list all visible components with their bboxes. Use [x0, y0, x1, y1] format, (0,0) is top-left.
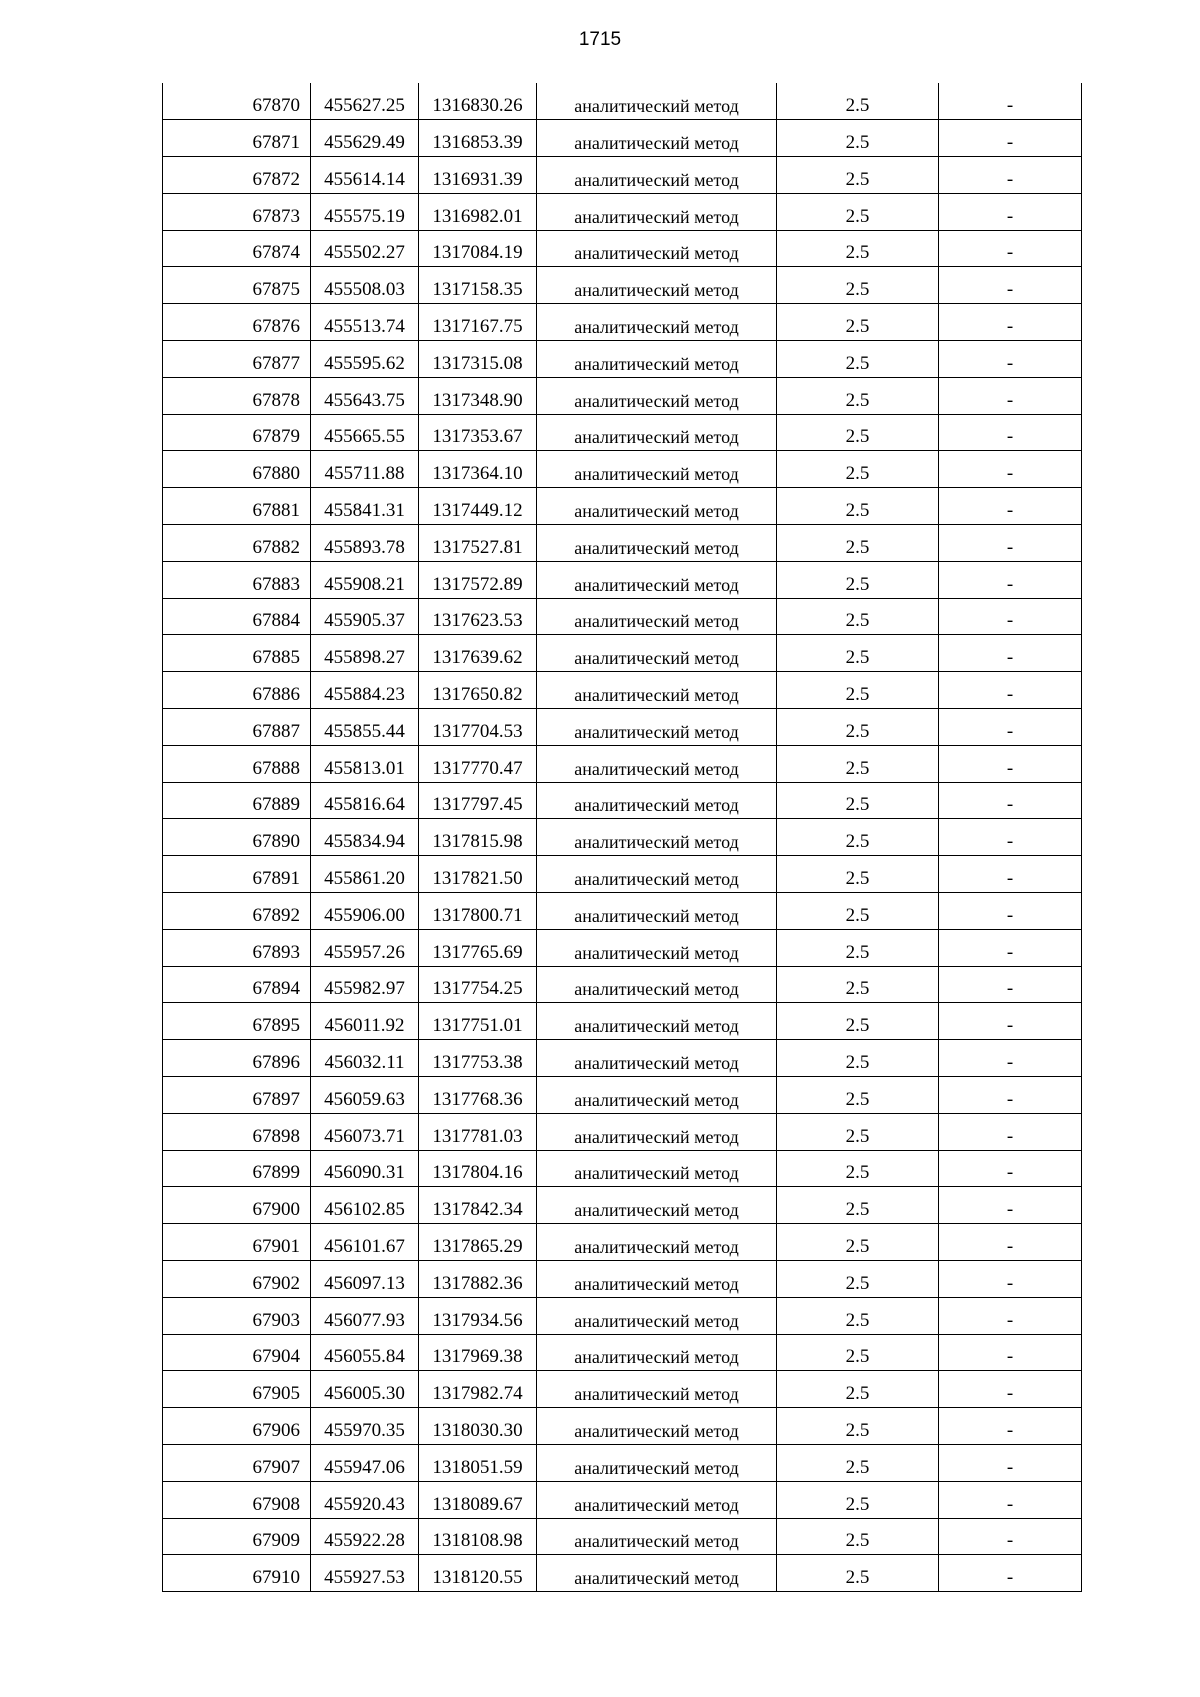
table-row: [163, 1113, 1082, 1150]
point-number-cell: 67902: [163, 1261, 311, 1298]
description-cell: -: [939, 561, 1082, 598]
point-number-cell: 67908: [163, 1481, 311, 1518]
point-number-cell: 67897: [163, 1077, 311, 1114]
x-coordinate-cell: 455861.20: [311, 856, 419, 893]
method-cell: аналитический метод: [537, 120, 777, 157]
x-coordinate-cell: 455834.94: [311, 819, 419, 856]
table-row: [163, 267, 1082, 304]
method-cell: аналитический метод: [537, 157, 777, 194]
method-cell: аналитический метод: [537, 782, 777, 819]
table-row: [163, 1003, 1082, 1040]
y-coordinate-cell: 1317084.19: [419, 230, 537, 267]
method-cell: аналитический метод: [537, 488, 777, 525]
y-coordinate-cell: 1317842.34: [419, 1187, 537, 1224]
table-row: [163, 1297, 1082, 1334]
y-coordinate-cell: 1317969.38: [419, 1334, 537, 1371]
x-coordinate-cell: 456073.71: [311, 1113, 419, 1150]
point-number-cell: 67909: [163, 1518, 311, 1555]
description-cell: -: [939, 672, 1082, 709]
accuracy-cell: 2.5: [777, 414, 939, 451]
method-cell: аналитический метод: [537, 414, 777, 451]
table-row: [163, 377, 1082, 414]
description-cell: -: [939, 1040, 1082, 1077]
accuracy-cell: 2.5: [777, 1187, 939, 1224]
table-row: [163, 856, 1082, 893]
accuracy-cell: 2.5: [777, 635, 939, 672]
method-cell: аналитический метод: [537, 1077, 777, 1114]
method-cell: аналитический метод: [537, 83, 777, 120]
y-coordinate-cell: 1318051.59: [419, 1444, 537, 1481]
method-cell: аналитический метод: [537, 1003, 777, 1040]
y-coordinate-cell: 1317797.45: [419, 782, 537, 819]
x-coordinate-cell: 455905.37: [311, 598, 419, 635]
method-cell: аналитический метод: [537, 1555, 777, 1592]
accuracy-cell: 2.5: [777, 488, 939, 525]
table-row: [163, 1077, 1082, 1114]
method-cell: аналитический метод: [537, 635, 777, 672]
x-coordinate-cell: 455513.74: [311, 304, 419, 341]
description-cell: -: [939, 377, 1082, 414]
point-number-cell: 67906: [163, 1408, 311, 1445]
y-coordinate-cell: 1317650.82: [419, 672, 537, 709]
accuracy-cell: 2.5: [777, 966, 939, 1003]
description-cell: -: [939, 1113, 1082, 1150]
method-cell: аналитический метод: [537, 1481, 777, 1518]
accuracy-cell: 2.5: [777, 1518, 939, 1555]
table-row: [163, 745, 1082, 782]
method-cell: аналитический метод: [537, 1113, 777, 1150]
accuracy-cell: 2.5: [777, 819, 939, 856]
x-coordinate-cell: 455502.27: [311, 230, 419, 267]
y-coordinate-cell: 1317754.25: [419, 966, 537, 1003]
point-number-cell: 67877: [163, 341, 311, 378]
table-row: [163, 341, 1082, 378]
method-cell: аналитический метод: [537, 193, 777, 230]
table-row: [163, 635, 1082, 672]
y-coordinate-cell: 1317768.36: [419, 1077, 537, 1114]
table-row: [163, 782, 1082, 819]
table-row: [163, 1040, 1082, 1077]
point-number-cell: 67875: [163, 267, 311, 304]
method-cell: аналитический метод: [537, 525, 777, 562]
method-cell: аналитический метод: [537, 1261, 777, 1298]
x-coordinate-cell: 455595.62: [311, 341, 419, 378]
table-row: [163, 598, 1082, 635]
x-coordinate-cell: 456055.84: [311, 1334, 419, 1371]
y-coordinate-cell: 1318030.30: [419, 1408, 537, 1445]
table-row: [163, 1150, 1082, 1187]
accuracy-cell: 2.5: [777, 83, 939, 120]
x-coordinate-cell: 455970.35: [311, 1408, 419, 1445]
point-number-cell: 67891: [163, 856, 311, 893]
accuracy-cell: 2.5: [777, 1334, 939, 1371]
description-cell: -: [939, 782, 1082, 819]
table-row: [163, 488, 1082, 525]
method-cell: аналитический метод: [537, 1150, 777, 1187]
y-coordinate-cell: 1318089.67: [419, 1481, 537, 1518]
point-number-cell: 67910: [163, 1555, 311, 1592]
description-cell: -: [939, 1297, 1082, 1334]
x-coordinate-cell: 455614.14: [311, 157, 419, 194]
method-cell: аналитический метод: [537, 1187, 777, 1224]
description-cell: -: [939, 451, 1082, 488]
point-number-cell: 67898: [163, 1113, 311, 1150]
point-number-cell: 67871: [163, 120, 311, 157]
y-coordinate-cell: 1318108.98: [419, 1518, 537, 1555]
y-coordinate-cell: 1317934.56: [419, 1297, 537, 1334]
y-coordinate-cell: 1317753.38: [419, 1040, 537, 1077]
description-cell: -: [939, 83, 1082, 120]
point-number-cell: 67874: [163, 230, 311, 267]
point-number-cell: 67878: [163, 377, 311, 414]
accuracy-cell: 2.5: [777, 856, 939, 893]
description-cell: -: [939, 1334, 1082, 1371]
accuracy-cell: 2.5: [777, 525, 939, 562]
accuracy-cell: 2.5: [777, 1077, 939, 1114]
description-cell: -: [939, 635, 1082, 672]
table-row: [163, 1187, 1082, 1224]
point-number-cell: 67887: [163, 709, 311, 746]
method-cell: аналитический метод: [537, 267, 777, 304]
method-cell: аналитический метод: [537, 1408, 777, 1445]
y-coordinate-cell: 1317982.74: [419, 1371, 537, 1408]
table-row: [163, 1555, 1082, 1592]
accuracy-cell: 2.5: [777, 1371, 939, 1408]
x-coordinate-cell: 455884.23: [311, 672, 419, 709]
description-cell: -: [939, 1518, 1082, 1555]
description-cell: -: [939, 929, 1082, 966]
description-cell: -: [939, 1371, 1082, 1408]
x-coordinate-cell: 456011.92: [311, 1003, 419, 1040]
accuracy-cell: 2.5: [777, 120, 939, 157]
y-coordinate-cell: 1317158.35: [419, 267, 537, 304]
method-cell: аналитический метод: [537, 672, 777, 709]
method-cell: аналитический метод: [537, 304, 777, 341]
x-coordinate-cell: 455813.01: [311, 745, 419, 782]
table-row: [163, 230, 1082, 267]
y-coordinate-cell: 1316830.26: [419, 83, 537, 120]
point-number-cell: 67893: [163, 929, 311, 966]
description-cell: -: [939, 1481, 1082, 1518]
x-coordinate-cell: 456077.93: [311, 1297, 419, 1334]
point-number-cell: 67882: [163, 525, 311, 562]
accuracy-cell: 2.5: [777, 598, 939, 635]
description-cell: -: [939, 230, 1082, 267]
table-row: [163, 929, 1082, 966]
x-coordinate-cell: 455855.44: [311, 709, 419, 746]
table-row: [163, 819, 1082, 856]
x-coordinate-cell: 456102.85: [311, 1187, 419, 1224]
accuracy-cell: 2.5: [777, 1003, 939, 1040]
table-row: [163, 414, 1082, 451]
method-cell: аналитический метод: [537, 929, 777, 966]
point-number-cell: 67892: [163, 893, 311, 930]
description-cell: -: [939, 304, 1082, 341]
accuracy-cell: 2.5: [777, 230, 939, 267]
accuracy-cell: 2.5: [777, 377, 939, 414]
description-cell: -: [939, 856, 1082, 893]
method-cell: аналитический метод: [537, 893, 777, 930]
x-coordinate-cell: 455665.55: [311, 414, 419, 451]
method-cell: аналитический метод: [537, 1371, 777, 1408]
x-coordinate-cell: 455508.03: [311, 267, 419, 304]
y-coordinate-cell: 1317527.81: [419, 525, 537, 562]
x-coordinate-cell: 456059.63: [311, 1077, 419, 1114]
method-cell: аналитический метод: [537, 451, 777, 488]
accuracy-cell: 2.5: [777, 929, 939, 966]
point-number-cell: 67905: [163, 1371, 311, 1408]
x-coordinate-cell: 455575.19: [311, 193, 419, 230]
accuracy-cell: 2.5: [777, 1150, 939, 1187]
x-coordinate-cell: 456032.11: [311, 1040, 419, 1077]
y-coordinate-cell: 1317751.01: [419, 1003, 537, 1040]
accuracy-cell: 2.5: [777, 745, 939, 782]
point-number-cell: 67904: [163, 1334, 311, 1371]
accuracy-cell: 2.5: [777, 1408, 939, 1445]
accuracy-cell: 2.5: [777, 782, 939, 819]
description-cell: -: [939, 819, 1082, 856]
accuracy-cell: 2.5: [777, 1113, 939, 1150]
method-cell: аналитический метод: [537, 1040, 777, 1077]
point-number-cell: 67883: [163, 561, 311, 598]
description-cell: -: [939, 1261, 1082, 1298]
point-number-cell: 67879: [163, 414, 311, 451]
x-coordinate-cell: 455816.64: [311, 782, 419, 819]
method-cell: аналитический метод: [537, 709, 777, 746]
description-cell: -: [939, 1224, 1082, 1261]
table-row: [163, 193, 1082, 230]
accuracy-cell: 2.5: [777, 1261, 939, 1298]
description-cell: -: [939, 157, 1082, 194]
table-row: [163, 157, 1082, 194]
x-coordinate-cell: 455841.31: [311, 488, 419, 525]
method-cell: аналитический метод: [537, 1334, 777, 1371]
y-coordinate-cell: 1317770.47: [419, 745, 537, 782]
table-row: [163, 672, 1082, 709]
accuracy-cell: 2.5: [777, 193, 939, 230]
accuracy-cell: 2.5: [777, 1040, 939, 1077]
method-cell: аналитический метод: [537, 1297, 777, 1334]
accuracy-cell: 2.5: [777, 1224, 939, 1261]
point-number-cell: 67885: [163, 635, 311, 672]
point-number-cell: 67888: [163, 745, 311, 782]
x-coordinate-cell: 455920.43: [311, 1481, 419, 1518]
method-cell: аналитический метод: [537, 1518, 777, 1555]
method-cell: аналитический метод: [537, 856, 777, 893]
description-cell: -: [939, 1444, 1082, 1481]
x-coordinate-cell: 456097.13: [311, 1261, 419, 1298]
accuracy-cell: 2.5: [777, 341, 939, 378]
description-cell: -: [939, 1003, 1082, 1040]
point-number-cell: 67884: [163, 598, 311, 635]
x-coordinate-cell: 456101.67: [311, 1224, 419, 1261]
description-cell: -: [939, 1077, 1082, 1114]
method-cell: аналитический метод: [537, 1444, 777, 1481]
y-coordinate-cell: 1316853.39: [419, 120, 537, 157]
point-number-cell: 67895: [163, 1003, 311, 1040]
table-row: [163, 561, 1082, 598]
y-coordinate-cell: 1317781.03: [419, 1113, 537, 1150]
point-number-cell: 67894: [163, 966, 311, 1003]
point-number-cell: 67901: [163, 1224, 311, 1261]
table-row: [163, 1408, 1082, 1445]
description-cell: -: [939, 745, 1082, 782]
point-number-cell: 67899: [163, 1150, 311, 1187]
description-cell: -: [939, 120, 1082, 157]
y-coordinate-cell: 1317639.62: [419, 635, 537, 672]
point-number-cell: 67873: [163, 193, 311, 230]
x-coordinate-cell: 455898.27: [311, 635, 419, 672]
description-cell: -: [939, 488, 1082, 525]
method-cell: аналитический метод: [537, 819, 777, 856]
point-number-cell: 67907: [163, 1444, 311, 1481]
y-coordinate-cell: 1317804.16: [419, 1150, 537, 1187]
y-coordinate-cell: 1317449.12: [419, 488, 537, 525]
description-cell: -: [939, 1408, 1082, 1445]
table-row: [163, 1518, 1082, 1555]
y-coordinate-cell: 1317353.67: [419, 414, 537, 451]
y-coordinate-cell: 1316931.39: [419, 157, 537, 194]
point-number-cell: 67896: [163, 1040, 311, 1077]
y-coordinate-cell: 1317815.98: [419, 819, 537, 856]
y-coordinate-cell: 1317800.71: [419, 893, 537, 930]
accuracy-cell: 2.5: [777, 304, 939, 341]
coordinates-table-container: [162, 83, 1081, 1592]
method-cell: аналитический метод: [537, 230, 777, 267]
coordinates-table: [162, 83, 1082, 1592]
description-cell: -: [939, 598, 1082, 635]
table-row: [163, 1261, 1082, 1298]
accuracy-cell: 2.5: [777, 1297, 939, 1334]
point-number-cell: 67881: [163, 488, 311, 525]
accuracy-cell: 2.5: [777, 451, 939, 488]
description-cell: -: [939, 1187, 1082, 1224]
method-cell: аналитический метод: [537, 745, 777, 782]
table-row: [163, 1224, 1082, 1261]
description-cell: -: [939, 709, 1082, 746]
table-row: [163, 451, 1082, 488]
point-number-cell: 67900: [163, 1187, 311, 1224]
point-number-cell: 67889: [163, 782, 311, 819]
table-row: [163, 1444, 1082, 1481]
accuracy-cell: 2.5: [777, 1444, 939, 1481]
x-coordinate-cell: 456005.30: [311, 1371, 419, 1408]
y-coordinate-cell: 1317572.89: [419, 561, 537, 598]
y-coordinate-cell: 1318120.55: [419, 1555, 537, 1592]
x-coordinate-cell: 455922.28: [311, 1518, 419, 1555]
method-cell: аналитический метод: [537, 561, 777, 598]
point-number-cell: 67886: [163, 672, 311, 709]
x-coordinate-cell: 455908.21: [311, 561, 419, 598]
table-row: [163, 525, 1082, 562]
x-coordinate-cell: 455629.49: [311, 120, 419, 157]
x-coordinate-cell: 455957.26: [311, 929, 419, 966]
point-number-cell: 67903: [163, 1297, 311, 1334]
description-cell: -: [939, 525, 1082, 562]
accuracy-cell: 2.5: [777, 709, 939, 746]
table-row: [163, 966, 1082, 1003]
y-coordinate-cell: 1317704.53: [419, 709, 537, 746]
description-cell: -: [939, 414, 1082, 451]
x-coordinate-cell: 455711.88: [311, 451, 419, 488]
method-cell: аналитический метод: [537, 598, 777, 635]
x-coordinate-cell: 455947.06: [311, 1444, 419, 1481]
point-number-cell: 67890: [163, 819, 311, 856]
y-coordinate-cell: 1316982.01: [419, 193, 537, 230]
point-number-cell: 67876: [163, 304, 311, 341]
x-coordinate-cell: 455927.53: [311, 1555, 419, 1592]
table-row: [163, 1334, 1082, 1371]
y-coordinate-cell: 1317315.08: [419, 341, 537, 378]
page-number: 1715: [578, 29, 622, 50]
point-number-cell: 67880: [163, 451, 311, 488]
accuracy-cell: 2.5: [777, 1481, 939, 1518]
table-row: [163, 709, 1082, 746]
coordinates-table-body: [163, 83, 1082, 1592]
description-cell: -: [939, 341, 1082, 378]
table-row: [163, 893, 1082, 930]
point-number-cell: 67870: [163, 83, 311, 120]
table-row: [163, 304, 1082, 341]
method-cell: аналитический метод: [537, 341, 777, 378]
y-coordinate-cell: 1317364.10: [419, 451, 537, 488]
x-coordinate-cell: 455906.00: [311, 893, 419, 930]
y-coordinate-cell: 1317882.36: [419, 1261, 537, 1298]
description-cell: -: [939, 966, 1082, 1003]
y-coordinate-cell: 1317348.90: [419, 377, 537, 414]
description-cell: -: [939, 267, 1082, 304]
y-coordinate-cell: 1317167.75: [419, 304, 537, 341]
table-row: [163, 83, 1082, 120]
accuracy-cell: 2.5: [777, 561, 939, 598]
accuracy-cell: 2.5: [777, 672, 939, 709]
y-coordinate-cell: 1317865.29: [419, 1224, 537, 1261]
table-row: [163, 1371, 1082, 1408]
accuracy-cell: 2.5: [777, 1555, 939, 1592]
description-cell: -: [939, 1555, 1082, 1592]
table-row: [163, 1481, 1082, 1518]
description-cell: -: [939, 893, 1082, 930]
point-number-cell: 67872: [163, 157, 311, 194]
x-coordinate-cell: 456090.31: [311, 1150, 419, 1187]
y-coordinate-cell: 1317623.53: [419, 598, 537, 635]
x-coordinate-cell: 455982.97: [311, 966, 419, 1003]
method-cell: аналитический метод: [537, 377, 777, 414]
y-coordinate-cell: 1317765.69: [419, 929, 537, 966]
method-cell: аналитический метод: [537, 966, 777, 1003]
table-row: [163, 120, 1082, 157]
accuracy-cell: 2.5: [777, 893, 939, 930]
description-cell: -: [939, 1150, 1082, 1187]
x-coordinate-cell: 455627.25: [311, 83, 419, 120]
y-coordinate-cell: 1317821.50: [419, 856, 537, 893]
accuracy-cell: 2.5: [777, 157, 939, 194]
method-cell: аналитический метод: [537, 1224, 777, 1261]
description-cell: -: [939, 193, 1082, 230]
accuracy-cell: 2.5: [777, 267, 939, 304]
x-coordinate-cell: 455643.75: [311, 377, 419, 414]
x-coordinate-cell: 455893.78: [311, 525, 419, 562]
